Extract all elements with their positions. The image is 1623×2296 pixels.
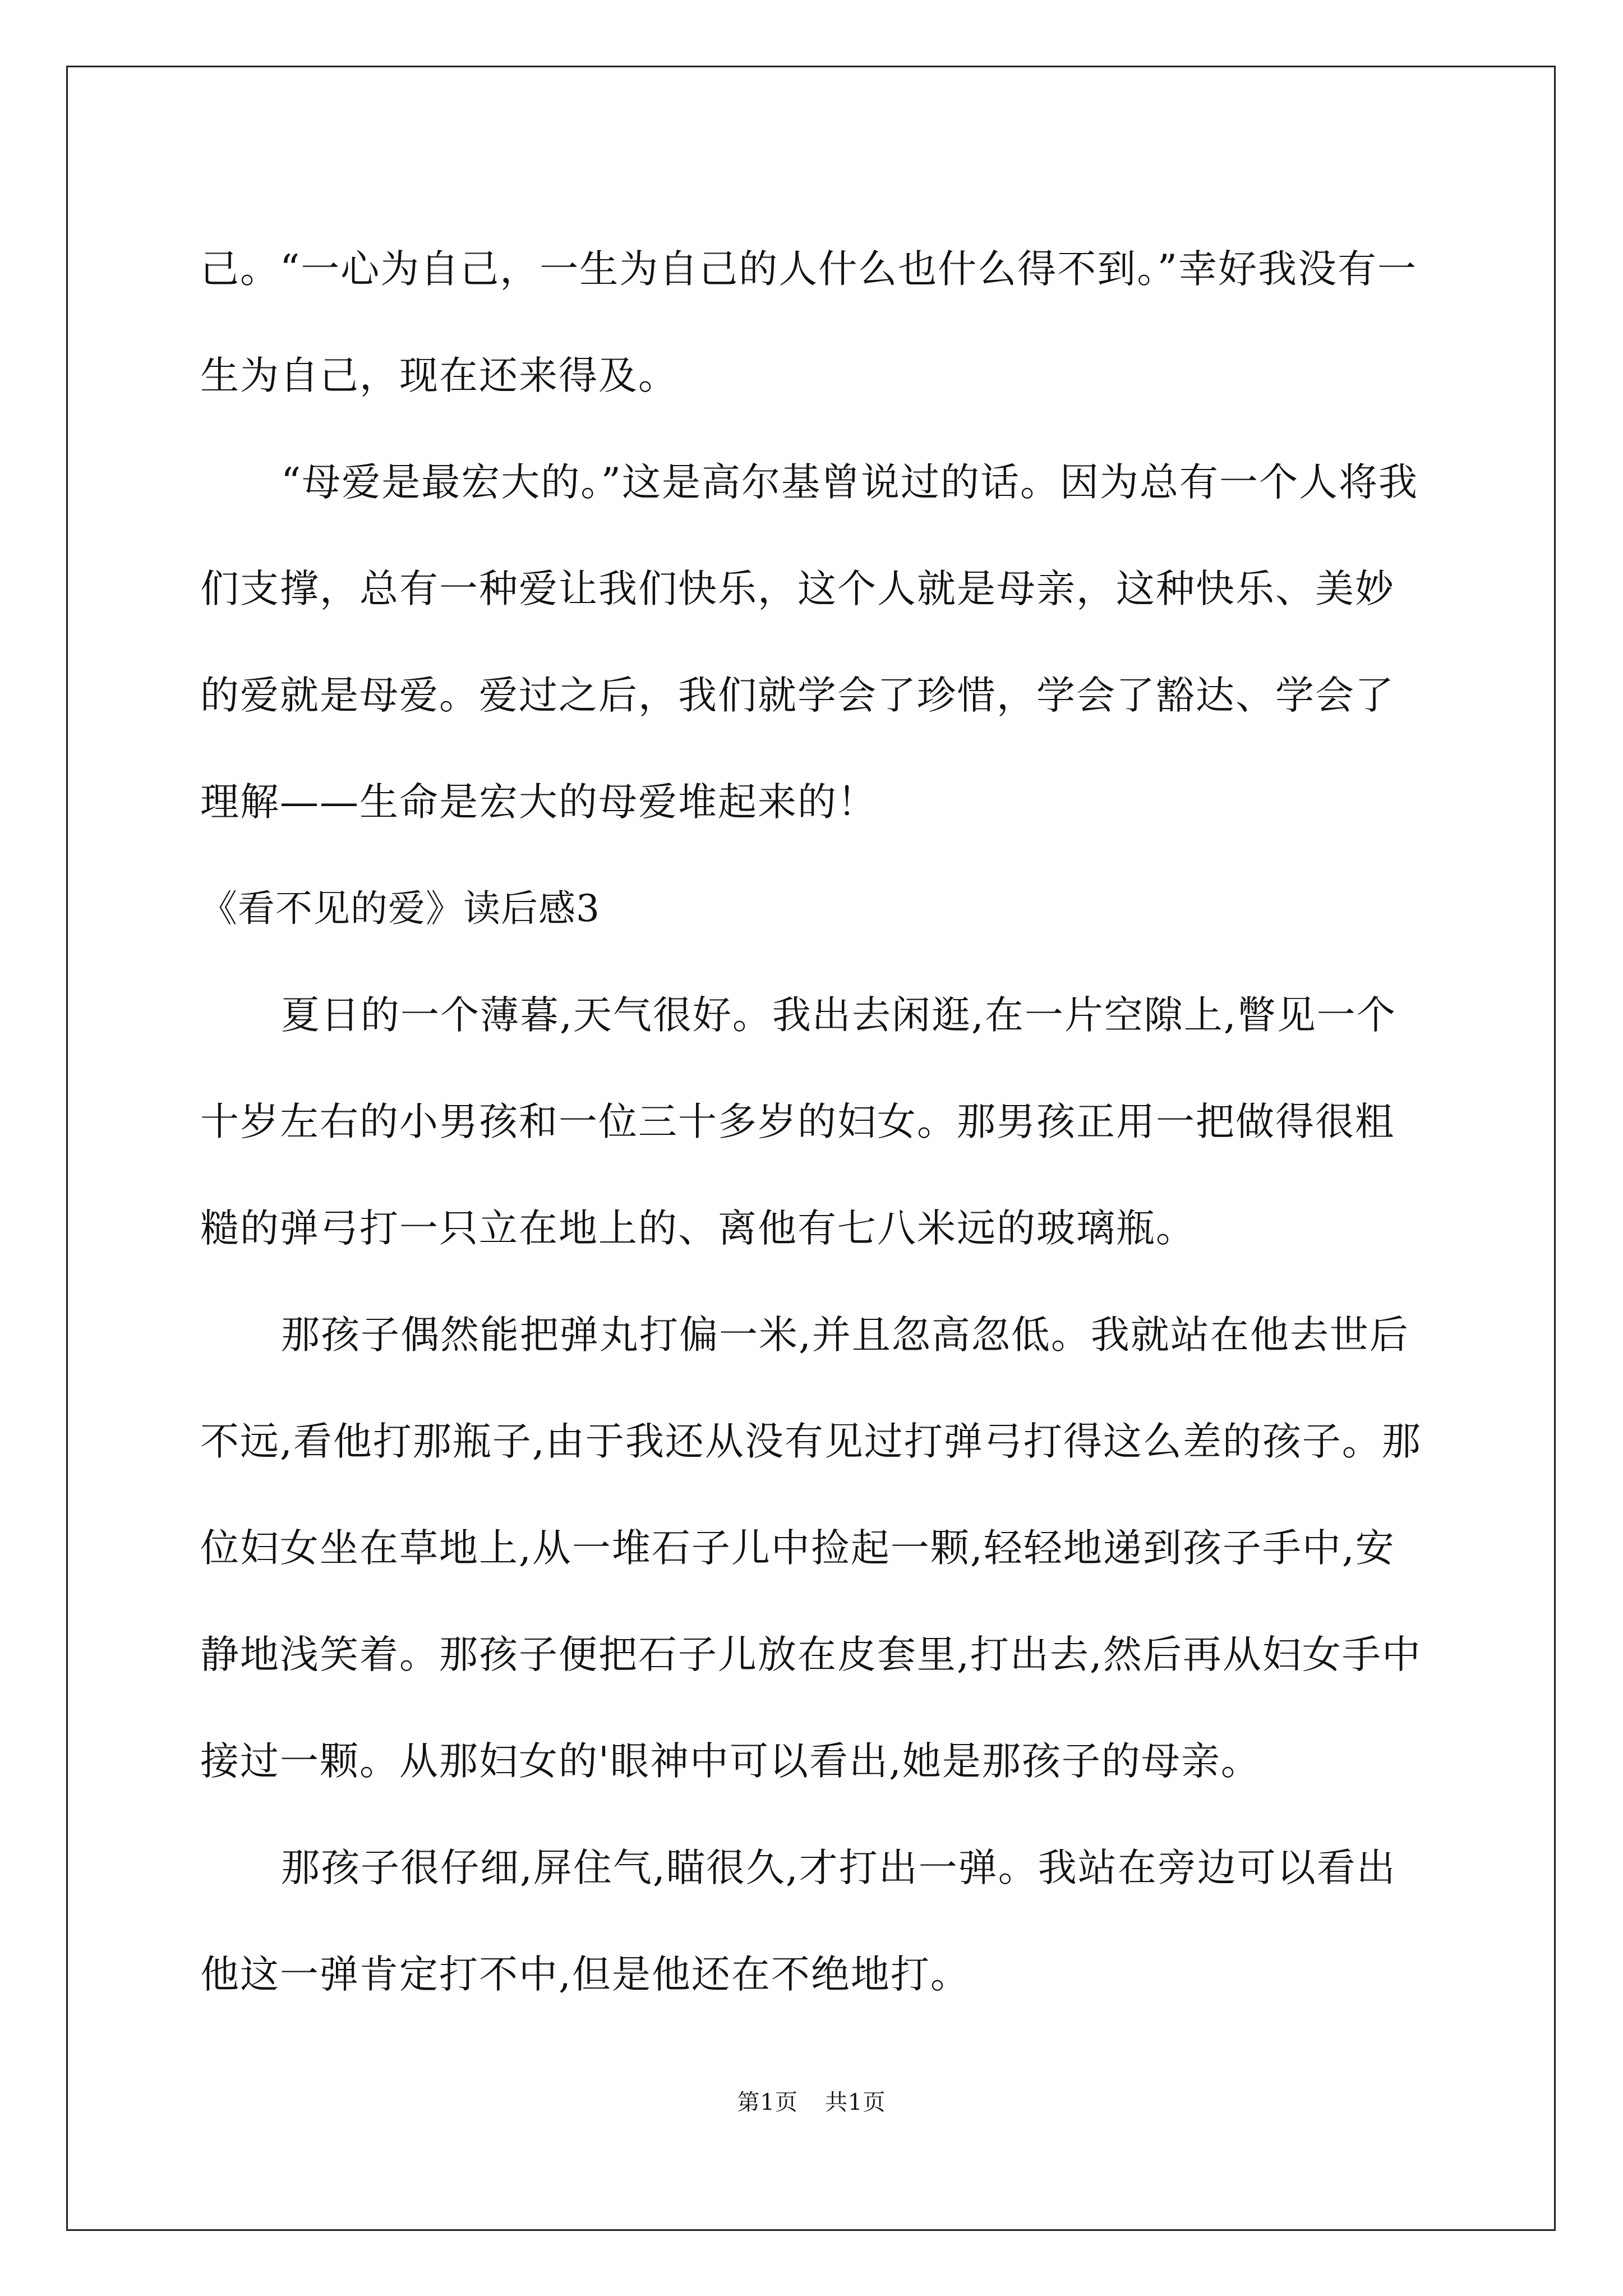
paragraph-mother-love: “母爱是最宏大的。”这是高尔基曾说过的话。因为总有一个人将我们支撑，总有一种爱让我们快乐，这个人就是母亲，这种快乐、美妙的爱就是母爱。爱过之后，我们就学会了珍惜，学会了豁达、学会了理解——生命是宏大的母爱堆起来的！ xyxy=(200,460,1419,825)
document-body xyxy=(200,216,1434,2028)
paragraph-continuation: 己。“一心为自己，一生为自己的人什么也什么得不到。”幸好我没有一生为自己，现在还来得及。 xyxy=(200,247,1418,398)
paragraph-summer-evening: 夏日的一个薄暮,天气很好。我出去闲逛,在一片空隙上,瞥见一个十岁左右的小男孩和一位三十多岁的妇女。那男孩正用一把做得很粗糙的弹弓打一只立在地上的、离他有七八米远的玻璃瓶。 xyxy=(200,993,1396,1251)
page-number: 第1页 xyxy=(737,2090,798,2115)
page-total: 共1页 xyxy=(825,2090,886,2115)
paragraph-careful-aim: 那孩子很仔细,屏住气,瞄很久,才打出一弹。我站在旁边可以看出他这一弹肯定打不中,但是他还在不绝地打。 xyxy=(200,1846,1396,1997)
section-heading: 《看不见的爱》读后感3 xyxy=(200,887,600,930)
paragraph-slingshot: 那孩子偶然能把弹丸打偏一米,并且忽高忽低。我就站在他去世后不远,看他打那瓶子,由于我还从没有见过打弹弓打得这么差的孩子。那位妇女坐在草地上,从一堆石子儿中捡起一颗,轻轻地递到孩子手中,安静地浅笑着。那孩子便把石子儿放在皮套里,打出去,然后再从妇女手中接过一颗。从那妇女的'眼神中可以看出,她是那孩子的母亲。 xyxy=(200,1313,1422,1784)
page-footer xyxy=(0,2086,1623,2119)
